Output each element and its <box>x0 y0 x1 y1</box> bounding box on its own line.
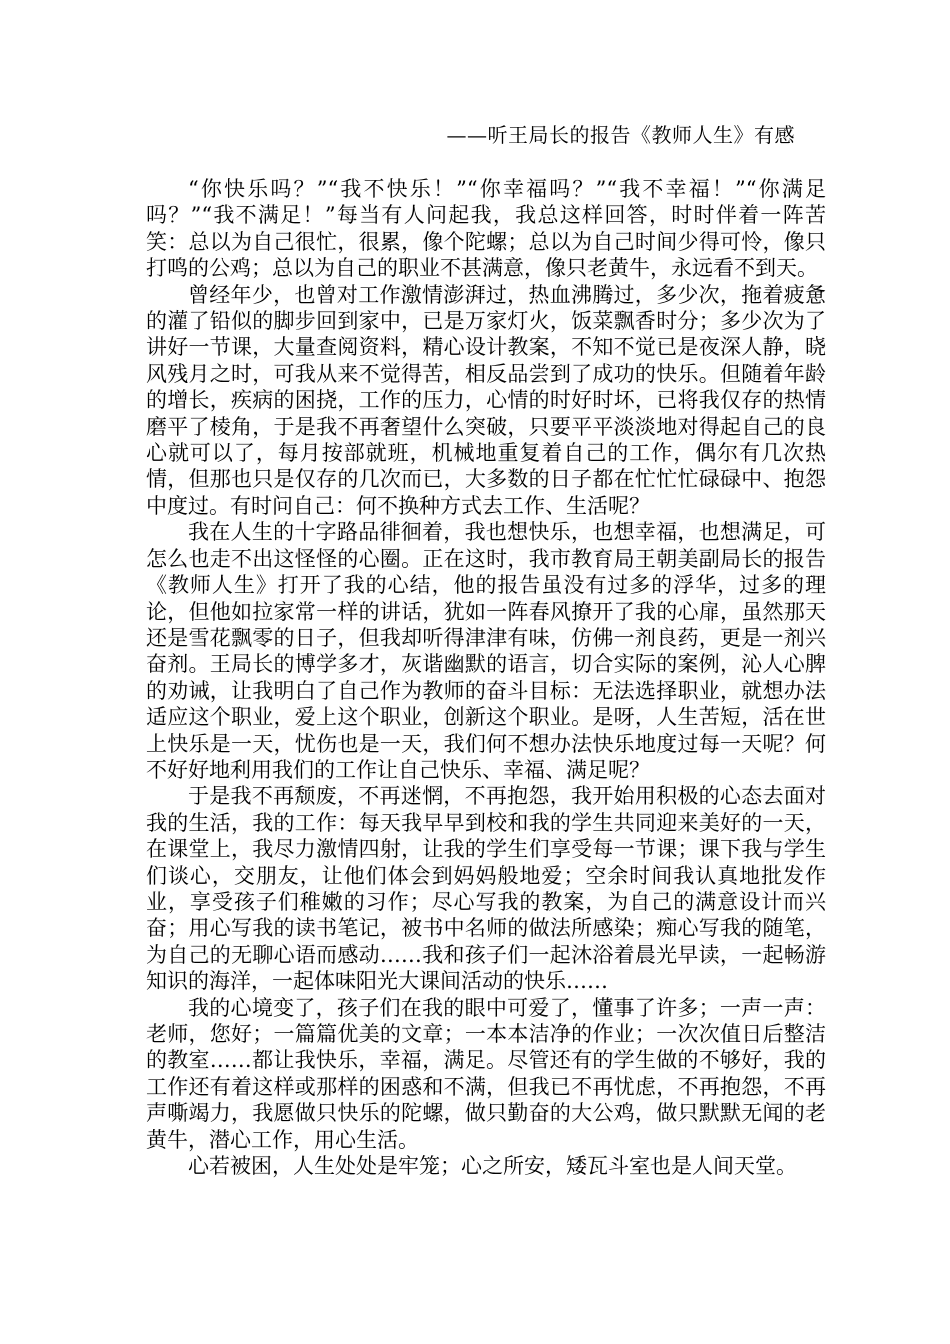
paragraph-3: 我在人生的十字路品徘徊着，我也想快乐，也想幸福，也想满足，可怎么也走不出这怪怪的心圈。正在这时，我市教育局王朝美副局长的报告《教师人生》打开了我的心结，他的报告虽没有过多的浮华，过多的理论，但他如拉家常一样的讲话，犹如一阵春风撩开了我的心扉，虽然那天还是雪花飘零的日子，但我却听得津津有味，仿佛一剂良药，更是一剂兴奋剂。王局长的博学多才，灰谐幽默的语言，切合实际的案例，沁人心脾的劝诫，让我明白了自己作为教师的奋斗目标：无法选择职业，就想办法适应这个职业，爱上这个职业，创新这个职业。是呀，人生苦短，活在世上快乐是一天，忧伤也是一天，我们何不想办法快乐地度过每一天呢？何不好好地利用我们的工作让自己快乐、幸福、满足呢？ <box>146 520 826 782</box>
paragraph-4: 于是我不再颓废，不再迷惘，不再抱怨，我开始用积极的心态去面对我的生活，我的工作：每天我早早到校和我的学生共同迎来美好的一天，在课堂上，我尽力激情四射，让我的学生们享受每一节课；课下我与学生们谈心，交朋友，让他们体会到妈妈般地爱；空余时间我认真地批发作业，享受孩子们稚嫩的习作；尽心写我的教案，为自己的满意设计而兴奋；用心写我的读书笔记，被书中名师的做法所感染；痴心写我的随笔，为自己的无聊心语而感动……我和孩子们一起沐浴着晨光早读，一起畅游知识的海洋，一起体味阳光大课间活动的快乐…… <box>146 784 826 994</box>
paragraph-5: 我的心境变了，孩子们在我的眼中可爱了，懂事了许多；一声一声：老师，您好；一篇篇优美的文章；一本本洁净的作业；一次次值日后整洁的教室……都让我快乐，幸福，满足。尽管还有的学生做的不够好，我的工作还有着这样或那样的困惑和不满，但我已不再忧虑，不再抱怨，不再声嘶竭力，我愿做只快乐的陀螺，做只勤奋的大公鸡，做只默默无闻的老黄牛，潜心工作，用心生活。 <box>146 995 826 1152</box>
paragraph-6: 心若被困，人生处处是牢笼；心之所安，矮瓦斗室也是人间天堂。 <box>188 1154 797 1179</box>
essay-subtitle: ——听王局长的报告《教师人生》有感 <box>446 123 795 147</box>
essay-body <box>146 176 826 1179</box>
paragraph-1: “你快乐吗？”“我不快乐！”“你幸福吗？”“我不幸福！”“你满足吗？”“我不满足！”每当有人问起我，我总这样回答，时时伴着一阵苦笑：总以为自己很忙，很累，像个陀螺；总以为自己时间少得可怜，像只打鸣的公鸡；总以为自己的职业不甚满意，像只老黄牛，永远看不到天。 <box>146 177 826 281</box>
paragraph-2: 曾经年少，也曾对工作激情澎湃过，热血沸腾过，多少次，拖着疲惫的灌了铅似的脚步回到家中，已是万家灯火，饭菜飘香时分；多少次为了讲好一节课，大量查阅资料，精心设计教案，不知不觉已是夜深人静，晓风残月之时，可我从来不觉得苦，相反品尝到了成功的快乐。但随着年龄的增长，疾病的困挠，工作的压力，心情的时好时坏，已将我仅存的热情磨平了棱角，于是我不再奢望什么突破，只要平平淡淡地对得起自己的良心就可以了，每月按部就班，机械地重复着自己的工作，偶尔有几次热情，但那也只是仅存的几次而已，大多数的日子都在忙忙忙碌碌中、抱怨中度过。有时问自己：何不换种方式去工作、生活呢？ <box>146 282 826 518</box>
